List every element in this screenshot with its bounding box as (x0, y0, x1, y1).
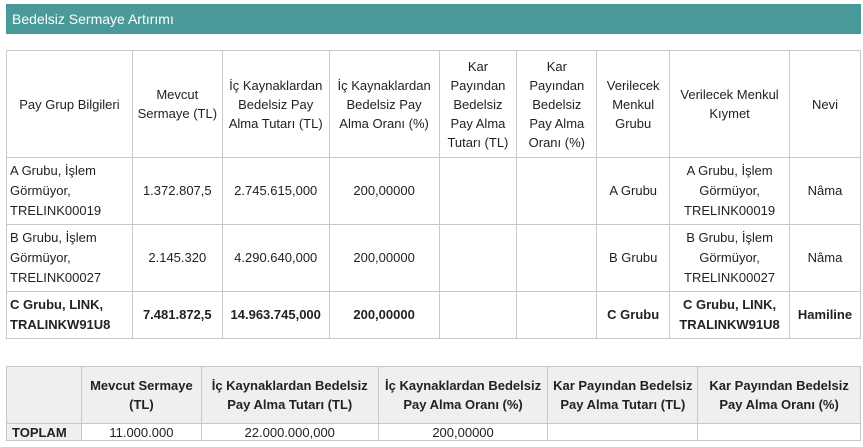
table-cell: 1.372.807,5 (132, 158, 222, 225)
table-cell: B Grubu, İşlem Görmüyor, TRELINK00027 (670, 225, 790, 292)
table-cell: A Grubu, İşlem Görmüyor, TRELINK00019 (7, 158, 133, 225)
totals-header-row (7, 367, 861, 424)
table-cell: A Grubu, İşlem Görmüyor, TRELINK00019 (670, 158, 790, 225)
header-cell: Nevi (790, 51, 861, 158)
table-cell: 7.481.872,5 (132, 292, 222, 339)
table-cell: 200,00000 (378, 424, 548, 441)
table-cell: 22.000.000,000 (201, 424, 378, 441)
header-cell: Pay Grup Bilgileri (7, 51, 133, 158)
table-cell (548, 424, 698, 441)
table-cell: C Grubu, LINK, TRALINKW91U8 (7, 292, 133, 339)
totals-row (7, 424, 861, 441)
table-cell: 2.145.320 (132, 225, 222, 292)
header-cell: Kar Payından Bedelsiz Pay Alma Tutarı (TL) (548, 367, 698, 424)
table-cell: B Grubu, İşlem Görmüyor, TRELINK00027 (7, 225, 133, 292)
table-cell: 14.963.745,000 (222, 292, 329, 339)
table-cell: Nâma (790, 225, 861, 292)
header-cell: İç Kaynaklardan Bedelsiz Pay Alma Tutarı (TL) (222, 51, 329, 158)
table-cell: 2.745.615,000 (222, 158, 329, 225)
section-header (6, 4, 861, 34)
table-cell (439, 225, 517, 292)
capital-increase-table (6, 50, 861, 339)
table-cell: 200,00000 (329, 158, 439, 225)
table-cell (698, 424, 861, 441)
header-cell: Mevcut Sermaye (TL) (81, 367, 201, 424)
header-cell: Verilecek Menkul Grubu (597, 51, 670, 158)
table-cell: A Grubu (597, 158, 670, 225)
header-cell: Kar Payından Bedelsiz Pay Alma Oranı (%) (698, 367, 861, 424)
table-cell (439, 292, 517, 339)
header-cell (7, 367, 82, 424)
table-cell: C Grubu (597, 292, 670, 339)
table-cell: Nâma (790, 158, 861, 225)
table-cell: 4.290.640,000 (222, 225, 329, 292)
table-cell (517, 292, 597, 339)
header-cell: Kar Payından Bedelsiz Pay Alma Tutarı (TL) (439, 51, 517, 158)
header-cell: İç Kaynaklardan Bedelsiz Pay Alma Oranı (%) (378, 367, 548, 424)
table-cell: 200,00000 (329, 292, 439, 339)
table-row (7, 292, 861, 339)
table-cell (517, 225, 597, 292)
table-cell: 200,00000 (329, 225, 439, 292)
header-cell: İç Kaynaklardan Bedelsiz Pay Alma Oranı (%) (329, 51, 439, 158)
table-cell (517, 158, 597, 225)
table-cell (439, 158, 517, 225)
table-cell: C Grubu, LINK, TRALINKW91U8 (670, 292, 790, 339)
table-cell: Hamiline (790, 292, 861, 339)
header-cell: Kar Payından Bedelsiz Pay Alma Oranı (%) (517, 51, 597, 158)
totals-table (6, 366, 861, 441)
section-title: Bedelsiz Sermaye Artırımı (12, 11, 174, 27)
table-cell: B Grubu (597, 225, 670, 292)
table-row (7, 225, 861, 292)
header-cell: Verilecek Menkul Kıymet (670, 51, 790, 158)
totals-label: TOPLAM (7, 424, 82, 441)
header-cell: İç Kaynaklardan Bedelsiz Pay Alma Tutarı (TL) (201, 367, 378, 424)
header-cell: Mevcut Sermaye (TL) (132, 51, 222, 158)
table-header-row (7, 51, 861, 158)
table-row (7, 158, 861, 225)
table-cell: 11.000.000 (81, 424, 201, 441)
